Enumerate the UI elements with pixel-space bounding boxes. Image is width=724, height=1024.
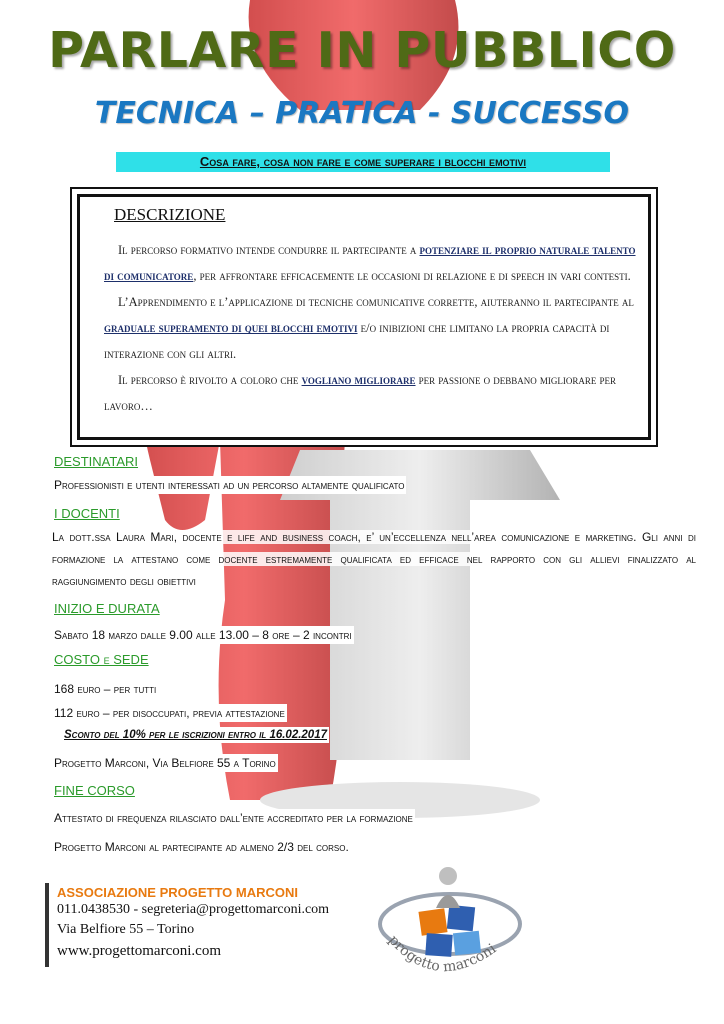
description-paragraph-3 — [104, 367, 636, 419]
page-subtitle: TECNICA – PRATICA - SUCCESSO — [94, 96, 630, 131]
discount-note: Sconto del 10% per le iscrizioni entro il 16.02.2017 — [64, 729, 327, 741]
docenti-heading: I DOCENTI — [54, 506, 120, 521]
logo-text: progetto marconi — [385, 932, 500, 976]
docenti-text — [52, 526, 696, 592]
website-link[interactable]: www.progettomarconi.com — [57, 943, 221, 959]
association-address: Via Belfiore 55 – Torino — [57, 922, 195, 937]
text-span: e/o inibizioni che limitano la propria capacità di interazione con gli altri. — [104, 321, 610, 361]
docenti-text-span: La dott.ssa Laura Mari, docente e life and business coach, e’ un’eccellenza nell’area comunicazione e marketing. Gli anni di formazione la attestano come docente estremamente qualificata ed efficace nel rapporto con gli allievi finalizzato al raggiungimento degli obiettivi — [52, 530, 696, 588]
text-span: , per affrontare efficacemente le occasioni di relazione e di speech in vari contesti. — [193, 269, 631, 283]
venue-address: Progetto Marconi, Via Belfiore 55 a Torino — [54, 756, 276, 770]
fine-corso-heading: FINE CORSO — [54, 783, 135, 798]
fine-corso-line-2: Progetto Marconi al partecipante ad almeno 2/3 del corso. — [54, 840, 349, 854]
highlight-migliorare: vogliano migliorare — [301, 373, 416, 387]
description-heading: DESCRIZIONE — [114, 205, 226, 224]
page-title: PARLARE IN PUBBLICO — [48, 22, 676, 79]
fine-corso-line-1: Attestato di frequenza rilasciato dall’ente accreditato per la formazione — [54, 811, 413, 825]
inizio-heading: INIZIO E DURATA — [54, 601, 160, 616]
footer-contacts — [45, 883, 367, 967]
description-inner-frame — [77, 194, 651, 440]
text-span: L’Apprendimento e l’applicazione di tecniche comunicative corrette, aiuteranno il partecipante al — [118, 295, 634, 309]
tagline-banner: Cosa fare, cosa non fare e come superare i blocchi emotivi — [116, 152, 610, 172]
destinatari-heading: DESTINATARI — [54, 454, 139, 469]
contact-phone-email: 011.0438530 - segreteria@progettomarconi.com — [57, 902, 330, 917]
highlight-blocchi: graduale superamento di quei blocchi emotivi — [104, 321, 358, 335]
costo-heading: COSTO e SEDE — [54, 652, 149, 667]
description-text — [104, 237, 636, 419]
description-box — [70, 187, 658, 447]
progetto-marconi-logo — [370, 862, 530, 992]
description-paragraph-2 — [104, 289, 636, 367]
price-all: 168 euro – per tutti — [54, 682, 157, 696]
highlight-talento: potenziare il proprio naturale talento di comunicatore — [104, 243, 636, 283]
text-span: per passione o debbano migliorare per lavoro… — [104, 373, 616, 413]
association-name: ASSOCIAZIONE PROGETTO MARCONI — [57, 885, 298, 900]
inizio-text: Sabato 18 marzo dalle 9.00 alle 13.00 – 8 ore – 2 incontri — [54, 628, 352, 642]
text-span: Il percorso formativo intende condurre il partecipante a — [118, 243, 420, 257]
text-span: Il percorso è rivolto a coloro che — [118, 373, 302, 387]
price-unemployed: 112 euro – per disoccupati, previa attestazione — [54, 706, 285, 720]
description-paragraph-1 — [104, 237, 636, 289]
destinatari-text: Professionisti e utenti interessati ad un percorso altamente qualificato — [54, 478, 405, 492]
